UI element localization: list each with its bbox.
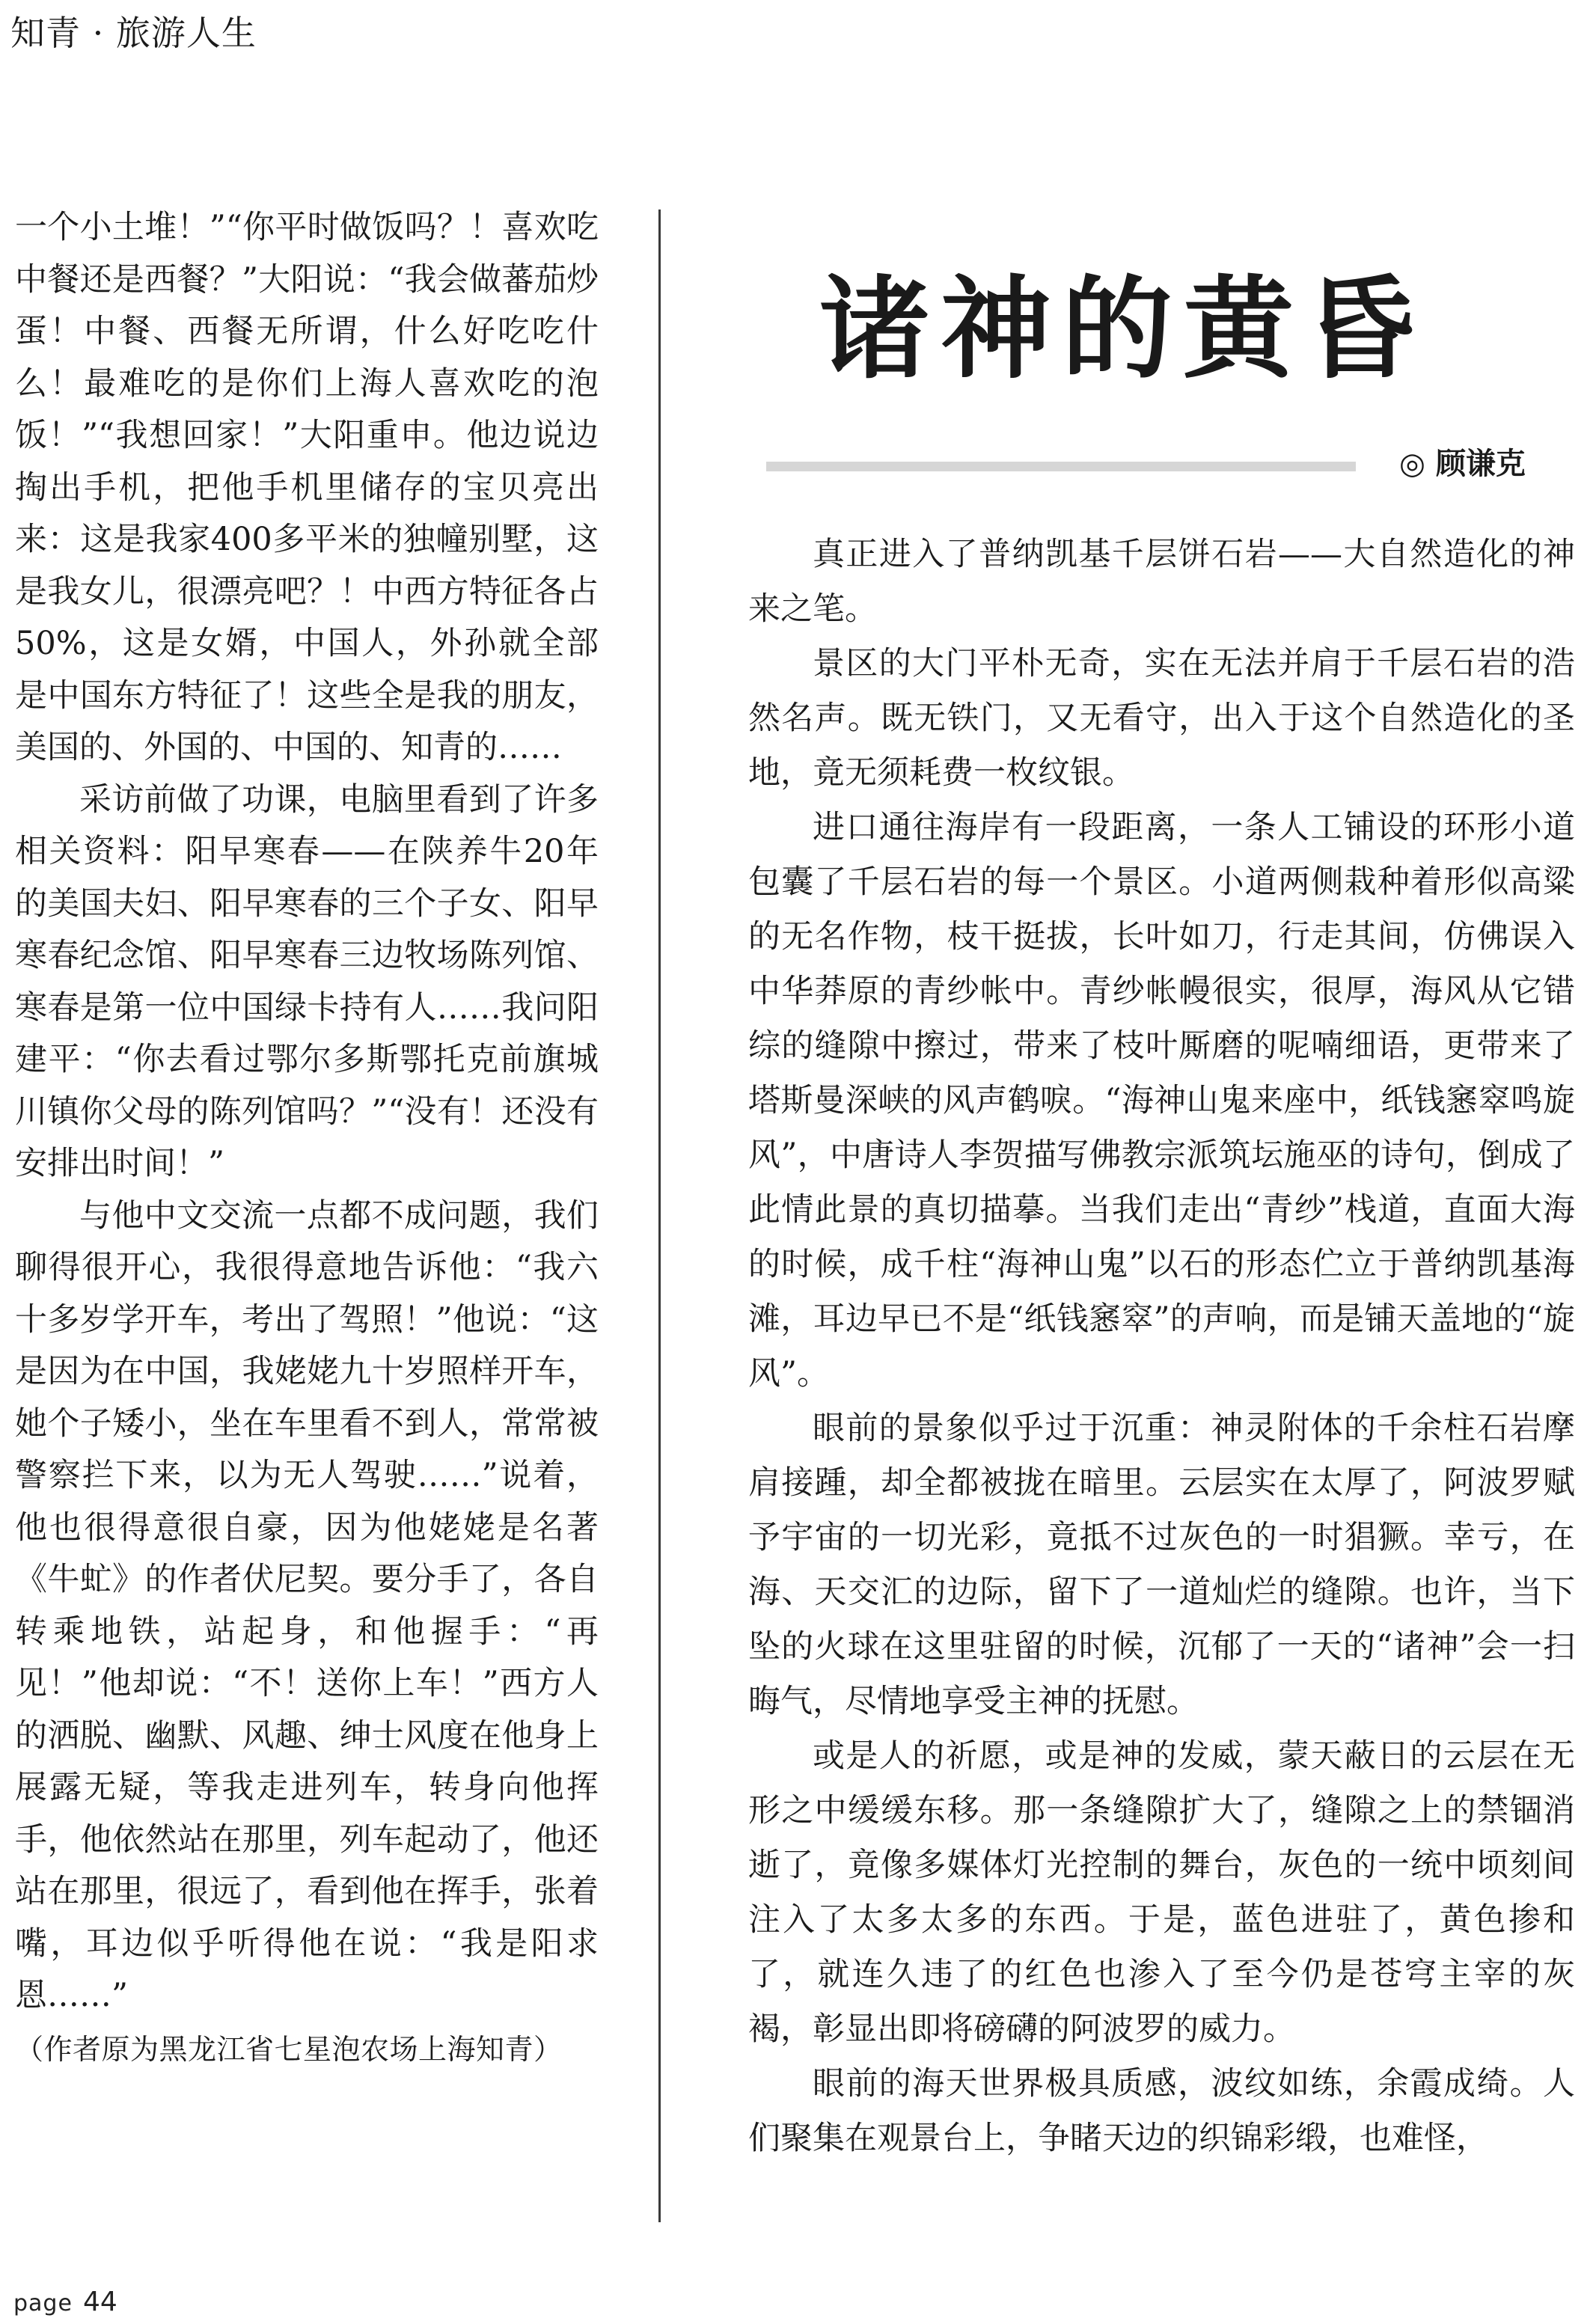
article-paragraph-2: 景区的大门平朴无奇，实在无法并肩于千层石岩的浩然名声。既无铁门，又无看守，出入于这个自然造化的圣地，竟无须耗费一枚纹银。 [748, 645, 1575, 792]
article-body [748, 527, 1575, 2166]
page-label: page [13, 2290, 73, 2317]
article-paragraph-1: 真正进入了普纳凯基千层饼石岩——大自然造化的神来之笔。 [748, 536, 1575, 628]
article-paragraph-4: 眼前的景象似乎过于沉重：神灵附体的千余柱石岩摩肩接踵，却全都被拢在暗里。云层实在太厚了，阿波罗赋予宇宙的一切光彩，竟抵不过灰色的一时猖獗。幸亏，在海、天交汇的边际，留下了一道灿烂的缝隙。也许，当下坠的火球在这里驻留的时候，沉郁了一天的“诸神”会一扫晦气，尽情地享受主神的抚慰。 [748, 1410, 1575, 1720]
running-header: 知青 · 旅游人生 [10, 13, 257, 53]
article-paragraph-5: 或是人的祈愿，或是神的发威，蒙天蔽日的云层在无形之中缓缓东移。那一条缝隙扩大了，缝隙之上的禁锢消逝了，竟像多媒体灯光控制的舞台，灰色的一统中顷刻间注入了太多太多的东西。于是，蓝色进驻了，黄色掺和了，就连久违了的红色也渗入了至今仍是苍穹主宰的灰褐，彰显出即将磅礴的阿波罗的威力。 [748, 1737, 1575, 2048]
article-title: 诸神的黄昏 [819, 265, 1425, 394]
column-divider [658, 210, 661, 2222]
left-column [15, 202, 599, 2076]
article-paragraph-6: 眼前的海天世界极具质感，波纹如练，余霞成绮。人们聚集在观景台上，争睹天边的织锦彩缎，也难怪， [748, 2065, 1575, 2157]
article-author: ◎ 顾谦克 [1399, 447, 1526, 481]
left-paragraph-1: 一个小土堆！”“你平时做饭吗？！喜欢吃中餐还是西餐？”大阳说：“我会做蕃茄炒蛋！中餐、西餐无所谓，什么好吃吃什么！最难吃的是你们上海人喜欢吃的泡饭！”“我想回家！”大阳重申。他边说边掏出手机，把他手机里储存的宝贝亮出来：这是我家400多平米的独幢别墅，这是我女儿，很漂亮吧？！中西方特征各占50%，这是女婿，中国人，外孙就全部是中国东方特征了！这些全是我的朋友，美国的、外国的、中国的、知青的…… [15, 209, 599, 766]
title-rule [766, 462, 1356, 471]
left-paragraph-3: 与他中文交流一点都不成问题，我们聊得很开心，我很得意地告诉他：“我六十多岁学开车，考出了驾照！”他说：“这是因为在中国，我姥姥九十岁照样开车，她个子矮小，坐在车里看不到人，常常被警察拦下来，以为无人驾驶……”说着，他也很得意很自豪，因为他姥姥是名著《牛虻》的作者伏尼契。要分手了，各自转乘地铁，站起身，和他握手：“再见！”他却说：“不！送你上车！”西方人的洒脱、幽默、风趣、绅士风度在他身上展露无疑，等我走进列车，转身向他挥手，他依然站在那里，列车起动了，他还站在那里，很远了，看到他在挥手，张着嘴，耳边似乎听得他在说：“我是阳求恩……” [15, 1196, 599, 2014]
article-paragraph-3: 进口通往海岸有一段距离，一条人工铺设的环形小道包囊了千层石岩的每一个景区。小道两侧栽种着形似高粱的无名作物，枝干挺拔，长叶如刀，行走其间，仿佛误入中华莽原的青纱帐中。青纱帐幔很实，很厚，海风从它错综的缝隙中擦过，带来了枝叶厮磨的呢喃细语，更带来了塔斯曼深峡的风声鹤唳。“海神山鬼来座中，纸钱窸窣鸣旋风”，中唐诗人李贺描写佛教宗派筑坛施巫的诗句，倒成了此情此景的真切描摹。当我们走出“青纱”栈道，直面大海的时候，成千柱“海神山鬼”以石的形态伫立于普纳凯基海滩，耳边早已不是“纸钱窸窣”的声响，而是铺天盖地的“旋风”。 [748, 809, 1575, 1392]
left-paragraph-2: 采访前做了功课，电脑里看到了许多相关资料：阳早寒春——在陕养牛20年的美国夫妇、阳早寒春的三个子女、阳早寒春纪念馆、阳早寒春三边牧场陈列馆、寒春是第一位中国绿卡持有人……我问阳建平：“你去看过鄂尔多斯鄂托克前旗城川镇你父母的陈列馆吗？”“没有！还没有安排出时间！” [15, 780, 599, 1182]
page-number: 44 [82, 2287, 117, 2317]
author-note: （作者原为黑龙江省七星泡农场上海知青） [15, 2032, 563, 2066]
page-footer [13, 2288, 117, 2318]
